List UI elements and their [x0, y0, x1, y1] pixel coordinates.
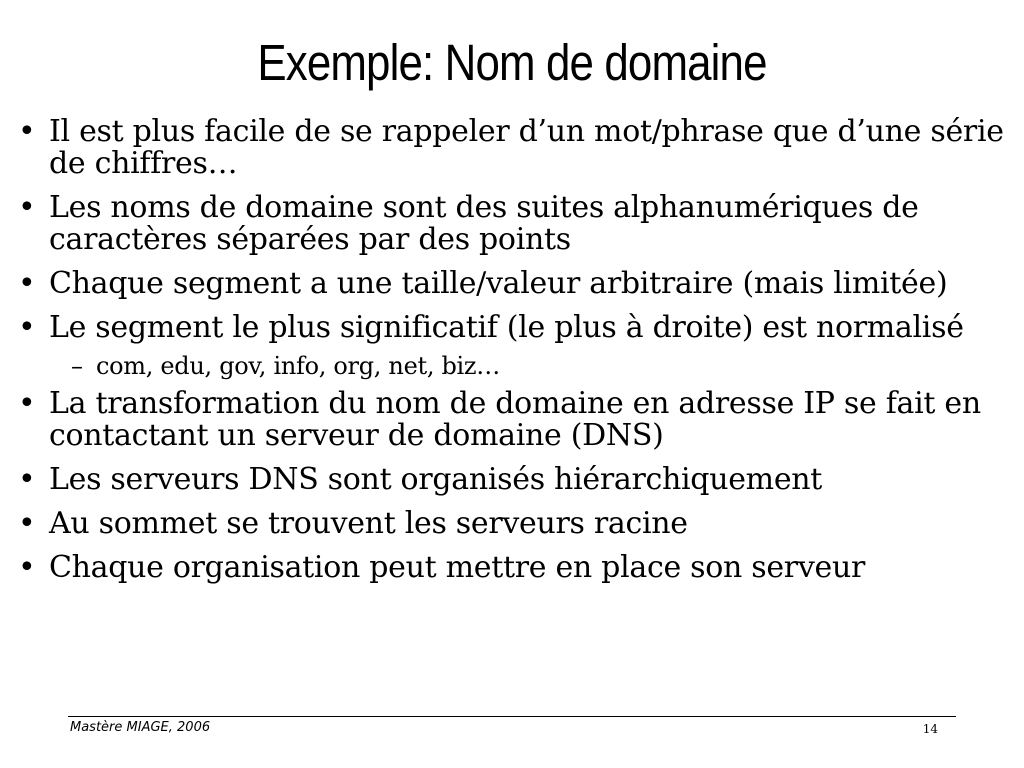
- footer-divider: [68, 716, 956, 717]
- page-number: 14: [922, 722, 938, 736]
- bullet-item: • Les noms de domaine sont des suites alphanumériques de caractères séparées par des points: [16, 192, 1016, 256]
- bullet-item: • Chaque organisation peut mettre en place son serveur: [16, 552, 1016, 584]
- bullet-item: • Les serveurs DNS sont organisés hiérarchiquement: [16, 464, 1016, 496]
- slide-title: Exemple: Nom de domaine: [257, 34, 767, 91]
- bullet-item: • La transformation du nom de domaine en adresse IP se fait en contactant un serveur de domaine (DNS): [16, 388, 1016, 452]
- sub-bullet-item: – com, edu, gov, info, org, net, biz…: [16, 352, 1016, 380]
- bullet-item: • Il est plus facile de se rappeler d’un mot/phrase que d’une série de chiffres…: [16, 116, 1016, 180]
- bullet-list: [16, 116, 1016, 596]
- footer-course-label: Mastère MIAGE, 2006: [70, 720, 211, 735]
- bullet-item: • Au sommet se trouvent les serveurs racine: [16, 508, 1016, 540]
- bullet-item: • Chaque segment a une taille/valeur arbitraire (mais limitée): [16, 268, 1016, 300]
- bullet-item: • Le segment le plus significatif (le plus à droite) est normalisé: [16, 312, 1016, 344]
